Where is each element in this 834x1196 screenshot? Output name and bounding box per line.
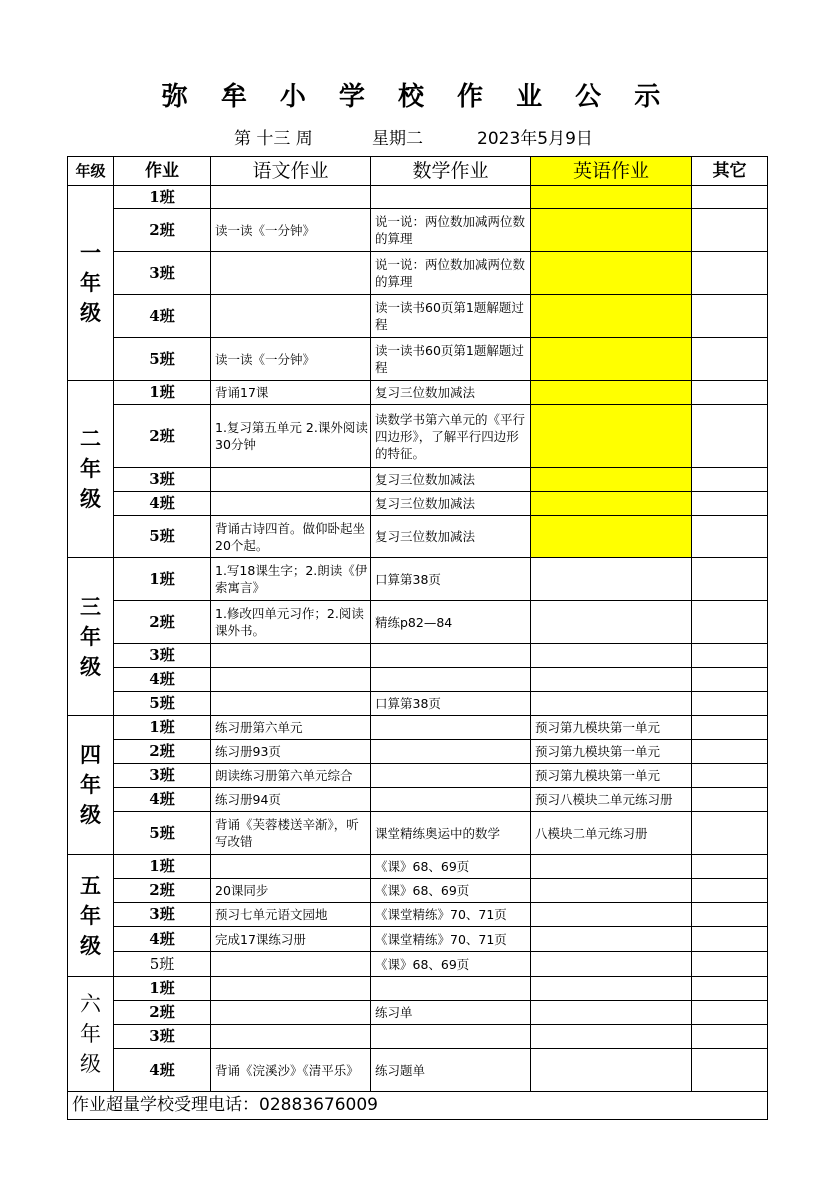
other-cell bbox=[692, 516, 768, 558]
header-other: 其它 bbox=[692, 157, 768, 186]
class-label: 5班 bbox=[114, 952, 211, 977]
class-label: 4班 bbox=[114, 927, 211, 952]
class-label: 2班 bbox=[114, 879, 211, 903]
english-cell bbox=[531, 644, 692, 668]
chinese-cell: 读一读《一分钟》 bbox=[211, 338, 371, 381]
math-cell: 口算第38页 bbox=[371, 692, 531, 716]
english-cell bbox=[531, 516, 692, 558]
table-row bbox=[68, 879, 768, 903]
chinese-cell bbox=[211, 855, 371, 879]
chinese-cell: 1.修改四单元习作；2.阅读课外书。 bbox=[211, 601, 371, 644]
grade-label-char: 五 bbox=[80, 872, 101, 898]
class-label: 1班 bbox=[114, 716, 211, 740]
grade-label-char: 年 bbox=[80, 1022, 101, 1046]
english-cell bbox=[531, 1025, 692, 1049]
other-cell bbox=[692, 644, 768, 668]
english-cell bbox=[531, 1049, 692, 1092]
class-label: 4班 bbox=[114, 668, 211, 692]
math-cell: 练习单 bbox=[371, 1001, 531, 1025]
class-label: 5班 bbox=[114, 812, 211, 855]
math-cell bbox=[371, 668, 531, 692]
table-row bbox=[68, 668, 768, 692]
other-cell bbox=[692, 492, 768, 516]
chinese-cell: 背诵《芙蓉楼送辛渐》，听写改错 bbox=[211, 812, 371, 855]
table-row bbox=[68, 1001, 768, 1025]
other-cell bbox=[692, 812, 768, 855]
table-row bbox=[68, 952, 768, 977]
homework-table bbox=[67, 156, 768, 1120]
class-label: 3班 bbox=[114, 764, 211, 788]
class-label: 3班 bbox=[114, 903, 211, 927]
grade-label bbox=[68, 716, 114, 855]
math-cell: 课堂精练奥运中的数学 bbox=[371, 812, 531, 855]
math-cell: 复习三位数加减法 bbox=[371, 492, 531, 516]
table-row bbox=[68, 492, 768, 516]
chinese-cell: 背诵古诗四首。做仰卧起坐20个起。 bbox=[211, 516, 371, 558]
grade-label-char: 三 bbox=[80, 593, 101, 619]
header-grade: 年级 bbox=[68, 157, 114, 186]
english-cell bbox=[531, 295, 692, 338]
table-row bbox=[68, 516, 768, 558]
class-label: 4班 bbox=[114, 1049, 211, 1092]
chinese-cell: 20课同步 bbox=[211, 879, 371, 903]
english-cell: 预习八模块二单元练习册 bbox=[531, 788, 692, 812]
other-cell bbox=[692, 338, 768, 381]
math-cell bbox=[371, 186, 531, 209]
grade-label bbox=[68, 381, 114, 558]
header-math: 数学作业 bbox=[371, 157, 531, 186]
table-row bbox=[68, 812, 768, 855]
english-cell bbox=[531, 668, 692, 692]
table-row bbox=[68, 764, 768, 788]
table-row bbox=[68, 927, 768, 952]
class-label: 3班 bbox=[114, 1025, 211, 1049]
math-cell: 《课堂精练》70、71页 bbox=[371, 927, 531, 952]
class-label: 4班 bbox=[114, 492, 211, 516]
footer-hotline: 作业超量学校受理电话：02883676009 bbox=[68, 1092, 768, 1120]
chinese-cell bbox=[211, 492, 371, 516]
other-cell bbox=[692, 1025, 768, 1049]
class-label: 3班 bbox=[114, 644, 211, 668]
other-cell bbox=[692, 879, 768, 903]
math-cell: 精练p82—84 bbox=[371, 601, 531, 644]
class-label: 5班 bbox=[114, 692, 211, 716]
class-label: 5班 bbox=[114, 338, 211, 381]
grade-label-char: 级 bbox=[80, 653, 101, 679]
table-row bbox=[68, 1049, 768, 1092]
class-label: 3班 bbox=[114, 252, 211, 295]
math-cell bbox=[371, 740, 531, 764]
chinese-cell bbox=[211, 295, 371, 338]
math-cell: 读数学书第六单元的《平行四边形》，了解平行四边形的特征。 bbox=[371, 405, 531, 468]
english-cell bbox=[531, 952, 692, 977]
english-cell bbox=[531, 468, 692, 492]
math-cell bbox=[371, 788, 531, 812]
grade-label-char: 级 bbox=[80, 300, 101, 325]
chinese-cell bbox=[211, 668, 371, 692]
chinese-cell bbox=[211, 468, 371, 492]
class-label: 5班 bbox=[114, 516, 211, 558]
english-cell bbox=[531, 381, 692, 405]
chinese-cell bbox=[211, 1025, 371, 1049]
math-cell bbox=[371, 716, 531, 740]
math-cell: 读一读书60页第1题解题过程 bbox=[371, 295, 531, 338]
table-row bbox=[68, 558, 768, 601]
chinese-cell bbox=[211, 977, 371, 1001]
other-cell bbox=[692, 855, 768, 879]
chinese-cell: 预习七单元语文园地 bbox=[211, 903, 371, 927]
other-cell bbox=[692, 903, 768, 927]
other-cell bbox=[692, 601, 768, 644]
class-label: 4班 bbox=[114, 295, 211, 338]
table-row bbox=[68, 209, 768, 252]
header-chinese: 语文作业 bbox=[211, 157, 371, 186]
class-label: 2班 bbox=[114, 740, 211, 764]
grade-label-char: 级 bbox=[80, 932, 101, 958]
grade-label-char: 级 bbox=[80, 486, 101, 511]
chinese-cell: 1.复习第五单元 2.课外阅读30分钟 bbox=[211, 405, 371, 468]
table-row bbox=[68, 692, 768, 716]
grade-label-char: 六 bbox=[80, 992, 101, 1016]
other-cell bbox=[692, 716, 768, 740]
table-row bbox=[68, 381, 768, 405]
class-label: 2班 bbox=[114, 405, 211, 468]
chinese-cell bbox=[211, 252, 371, 295]
chinese-cell: 练习册第六单元 bbox=[211, 716, 371, 740]
english-cell bbox=[531, 879, 692, 903]
chinese-cell: 1.写18课生字；2.朗读《伊索寓言》 bbox=[211, 558, 371, 601]
chinese-cell: 背诵17课 bbox=[211, 381, 371, 405]
english-cell: 预习第九模块第一单元 bbox=[531, 716, 692, 740]
other-cell bbox=[692, 692, 768, 716]
other-cell bbox=[692, 668, 768, 692]
table-row bbox=[68, 788, 768, 812]
english-cell: 预习第九模块第一单元 bbox=[531, 740, 692, 764]
class-label: 2班 bbox=[114, 209, 211, 252]
class-label: 1班 bbox=[114, 381, 211, 405]
footer-row bbox=[68, 1092, 768, 1120]
chinese-cell: 背诵《浣溪沙》《清平乐》 bbox=[211, 1049, 371, 1092]
chinese-cell bbox=[211, 186, 371, 209]
grade-label-char: 四 bbox=[80, 742, 101, 767]
grade-label bbox=[68, 558, 114, 716]
other-cell bbox=[692, 405, 768, 468]
english-cell: 八模块二单元练习册 bbox=[531, 812, 692, 855]
table-row bbox=[68, 740, 768, 764]
class-label: 2班 bbox=[114, 1001, 211, 1025]
table-row bbox=[68, 468, 768, 492]
class-label: 1班 bbox=[114, 977, 211, 1001]
header-row bbox=[68, 157, 768, 186]
chinese-cell bbox=[211, 1001, 371, 1025]
table-row bbox=[68, 295, 768, 338]
english-cell bbox=[531, 252, 692, 295]
math-cell: 读一读书60页第1题解题过程 bbox=[371, 338, 531, 381]
class-label: 2班 bbox=[114, 601, 211, 644]
english-cell bbox=[531, 209, 692, 252]
week-label: 第 十三 周 bbox=[234, 129, 313, 149]
grade-label-char: 一 bbox=[80, 240, 101, 265]
grade-label bbox=[68, 855, 114, 977]
other-cell bbox=[692, 740, 768, 764]
english-cell bbox=[531, 692, 692, 716]
table-row bbox=[68, 601, 768, 644]
math-cell: 练习题单 bbox=[371, 1049, 531, 1092]
table-row bbox=[68, 855, 768, 879]
math-cell: 复习三位数加减法 bbox=[371, 516, 531, 558]
table-row bbox=[68, 1025, 768, 1049]
chinese-cell bbox=[211, 644, 371, 668]
other-cell bbox=[692, 381, 768, 405]
class-label: 1班 bbox=[114, 558, 211, 601]
table-row bbox=[68, 338, 768, 381]
chinese-cell: 完成17课练习册 bbox=[211, 927, 371, 952]
table-row bbox=[68, 903, 768, 927]
english-cell bbox=[531, 855, 692, 879]
other-cell bbox=[692, 252, 768, 295]
table-row bbox=[68, 977, 768, 1001]
table-row bbox=[68, 644, 768, 668]
other-cell bbox=[692, 927, 768, 952]
header-homework: 作业 bbox=[114, 157, 211, 186]
chinese-cell: 练习册94页 bbox=[211, 788, 371, 812]
header-english: 英语作业 bbox=[531, 157, 692, 186]
other-cell bbox=[692, 952, 768, 977]
math-cell: 说一说：两位数加减两位数的算理 bbox=[371, 252, 531, 295]
other-cell bbox=[692, 468, 768, 492]
grade-label bbox=[68, 977, 114, 1092]
grade-label-char: 二 bbox=[80, 426, 101, 451]
english-cell bbox=[531, 338, 692, 381]
other-cell bbox=[692, 209, 768, 252]
english-cell: 预习第九模块第一单元 bbox=[531, 764, 692, 788]
english-cell bbox=[531, 186, 692, 209]
other-cell bbox=[692, 186, 768, 209]
english-cell bbox=[531, 601, 692, 644]
math-cell: 复习三位数加减法 bbox=[371, 468, 531, 492]
math-cell: 《课》68、69页 bbox=[371, 952, 531, 977]
english-cell bbox=[531, 405, 692, 468]
chinese-cell bbox=[211, 952, 371, 977]
table-row bbox=[68, 716, 768, 740]
grade-label-char: 年 bbox=[80, 456, 101, 481]
grade-label-char: 级 bbox=[80, 802, 101, 827]
class-label: 1班 bbox=[114, 186, 211, 209]
class-label: 1班 bbox=[114, 855, 211, 879]
english-cell bbox=[531, 1001, 692, 1025]
class-label: 3班 bbox=[114, 468, 211, 492]
other-cell bbox=[692, 788, 768, 812]
math-cell bbox=[371, 1025, 531, 1049]
date-label: 2023年5月9日 bbox=[477, 129, 593, 149]
chinese-cell: 朗读练习册第六单元综合 bbox=[211, 764, 371, 788]
chinese-cell bbox=[211, 692, 371, 716]
other-cell bbox=[692, 764, 768, 788]
other-cell bbox=[692, 295, 768, 338]
other-cell bbox=[692, 977, 768, 1001]
table-row bbox=[68, 405, 768, 468]
math-cell: 《课》68、69页 bbox=[371, 879, 531, 903]
grade-label bbox=[68, 186, 114, 381]
page-title: 弥 牟 小 学 校 作 业 公 示 bbox=[161, 82, 673, 112]
other-cell bbox=[692, 1001, 768, 1025]
weekday-label: 星期二 bbox=[372, 129, 423, 149]
table-row bbox=[68, 252, 768, 295]
table-row bbox=[68, 186, 768, 209]
grade-label-char: 级 bbox=[80, 1052, 101, 1076]
grade-label-char: 年 bbox=[80, 270, 101, 295]
chinese-cell: 练习册93页 bbox=[211, 740, 371, 764]
math-cell: 《课》68、69页 bbox=[371, 855, 531, 879]
class-label: 4班 bbox=[114, 788, 211, 812]
other-cell bbox=[692, 558, 768, 601]
english-cell bbox=[531, 492, 692, 516]
math-cell bbox=[371, 644, 531, 668]
math-cell: 《课堂精练》70、71页 bbox=[371, 903, 531, 927]
english-cell bbox=[531, 903, 692, 927]
english-cell bbox=[531, 977, 692, 1001]
math-cell: 说一说：两位数加减两位数的算理 bbox=[371, 209, 531, 252]
grade-label-char: 年 bbox=[80, 902, 101, 928]
grade-label-char: 年 bbox=[80, 772, 101, 797]
math-cell bbox=[371, 764, 531, 788]
math-cell bbox=[371, 977, 531, 1001]
math-cell: 口算第38页 bbox=[371, 558, 531, 601]
math-cell: 复习三位数加减法 bbox=[371, 381, 531, 405]
chinese-cell: 读一读《一分钟》 bbox=[211, 209, 371, 252]
other-cell bbox=[692, 1049, 768, 1092]
english-cell bbox=[531, 927, 692, 952]
english-cell bbox=[531, 558, 692, 601]
grade-label-char: 年 bbox=[80, 623, 101, 649]
